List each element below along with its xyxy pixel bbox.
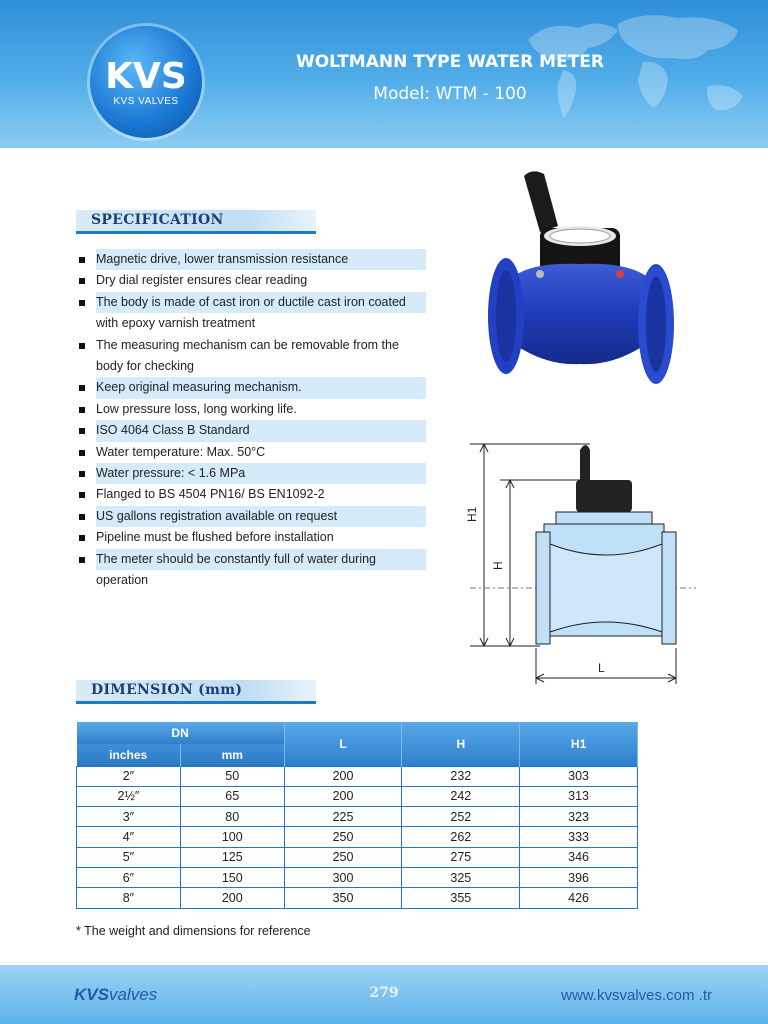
model-label: Model: WTM - 100 [373, 84, 527, 104]
spec-item-text: Flanged to BS 4504 PN16/ BS EN1092-2 [96, 487, 325, 502]
header-l: L [284, 722, 402, 766]
spec-item-text: body for checking [96, 359, 194, 374]
table-row [77, 888, 638, 908]
spec-item-text: The measuring mechanism can be removable from the [96, 337, 399, 352]
cell-l: 200 [284, 786, 402, 806]
bullet-icon [79, 385, 85, 391]
dimension-heading [76, 680, 316, 704]
cell-h: 252 [402, 807, 520, 827]
label-l: L [598, 661, 605, 675]
bullet-icon [79, 428, 85, 434]
spec-item [76, 420, 426, 441]
world-map-graphic [468, 0, 768, 148]
cell-l: 350 [284, 888, 402, 908]
cell-l: 200 [284, 766, 402, 786]
cell-h: 325 [402, 867, 520, 887]
spec-item [76, 399, 426, 420]
cell-h1: 396 [520, 867, 638, 887]
specification-list [76, 249, 426, 592]
spec-item-text: Dry dial register ensures clear reading [96, 273, 308, 288]
header-dn: DN [77, 722, 285, 744]
page-header [0, 0, 768, 148]
cell-h: 275 [402, 847, 520, 867]
cell-h: 242 [402, 786, 520, 806]
header-mm: mm [180, 744, 284, 766]
cell-mm: 50 [180, 766, 284, 786]
cell-mm: 200 [180, 888, 284, 908]
dimension-diagram [440, 436, 700, 688]
bullet-icon [79, 492, 85, 498]
bullet-icon [79, 535, 85, 541]
website-link[interactable]: www.kvsvalves.com .tr [561, 987, 712, 1004]
cell-inches: 3″ [77, 807, 181, 827]
cell-mm: 125 [180, 847, 284, 867]
cell-h1: 346 [520, 847, 638, 867]
bullet-icon [79, 514, 85, 520]
footer-logo [74, 985, 157, 1005]
cell-inches: 6″ [77, 867, 181, 887]
table-row [77, 807, 638, 827]
spec-item [76, 335, 426, 378]
bullet-icon [79, 450, 85, 456]
header-inches: inches [77, 744, 181, 766]
spec-item-text: Magnetic drive, lower transmission resistance [96, 249, 426, 270]
spec-item [76, 506, 426, 527]
page-title: WOLTMANN TYPE WATER METER [295, 52, 605, 72]
cell-mm: 100 [180, 827, 284, 847]
spec-item-text: US gallons registration available on request [96, 506, 426, 527]
spec-item [76, 249, 426, 270]
spec-item [76, 463, 426, 484]
label-h1: H1 [465, 506, 479, 522]
spec-item-text: ISO 4064 Class B Standard [96, 420, 426, 441]
specification-heading [76, 210, 316, 234]
cell-mm: 65 [180, 786, 284, 806]
spec-item [76, 549, 426, 592]
cell-h: 355 [402, 888, 520, 908]
cell-h1: 323 [520, 807, 638, 827]
bullet-icon [79, 300, 85, 306]
spec-item [76, 377, 426, 398]
dimension-table-body [77, 766, 638, 908]
bullet-icon [79, 278, 85, 284]
spec-item [76, 442, 426, 463]
header-h: H [402, 722, 520, 766]
footer-logo-thin: valves [108, 985, 158, 1004]
cell-h1: 313 [520, 786, 638, 806]
table-row [77, 827, 638, 847]
cell-inches: 2½″ [77, 786, 181, 806]
cell-inches: 5″ [77, 847, 181, 867]
logo-subtext: KVS VALVES [113, 96, 179, 107]
table-row [77, 786, 638, 806]
spec-item [76, 484, 426, 505]
logo-text: KVS [105, 56, 187, 97]
cell-l: 225 [284, 807, 402, 827]
spec-item-text: with epoxy varnish treatment [96, 316, 256, 331]
bullet-icon [79, 407, 85, 413]
cell-h1: 333 [520, 827, 638, 847]
spec-item-text: Keep original measuring mechanism. [96, 377, 426, 398]
dimension-table [76, 722, 638, 909]
water-meter-photo [484, 166, 676, 406]
table-row [77, 766, 638, 786]
cell-inches: 8″ [77, 888, 181, 908]
label-h: H [491, 561, 505, 570]
bullet-icon [79, 343, 85, 349]
cell-mm: 150 [180, 867, 284, 887]
cell-h: 232 [402, 766, 520, 786]
cell-l: 300 [284, 867, 402, 887]
cell-inches: 4″ [77, 827, 181, 847]
cell-inches: 2″ [77, 766, 181, 786]
bullet-icon [79, 471, 85, 477]
dimension-heading-text: DIMENSION (mm) [91, 682, 243, 698]
cell-h1: 426 [520, 888, 638, 908]
cell-mm: 80 [180, 807, 284, 827]
spec-item-text: The body is made of cast iron or ductile cast iron coated [96, 292, 426, 313]
spec-item-text: Water pressure: < 1.6 MPa [96, 463, 426, 484]
spec-item [76, 270, 426, 291]
spec-item-text: Pipeline must be flushed before installation [96, 530, 334, 545]
spec-item [76, 292, 426, 335]
header-h1: H1 [520, 722, 638, 766]
page-footer [0, 965, 768, 1024]
cell-l: 250 [284, 847, 402, 867]
cell-h: 262 [402, 827, 520, 847]
footer-logo-bold: KVS [74, 985, 109, 1004]
cell-h1: 303 [520, 766, 638, 786]
spec-item-text: The meter should be constantly full of water during [96, 549, 426, 570]
bullet-icon [79, 257, 85, 263]
specification-heading-text: SPECIFICATION [91, 212, 224, 228]
table-row [77, 847, 638, 867]
cell-l: 250 [284, 827, 402, 847]
spec-item-text: operation [96, 573, 149, 588]
company-logo [90, 26, 202, 138]
reference-note: * The weight and dimensions for reference [76, 924, 311, 938]
table-row [77, 867, 638, 887]
spec-item-text: Water temperature: Max. 50°C [96, 444, 266, 459]
page-number: 279 [369, 985, 399, 1001]
bullet-icon [79, 557, 85, 563]
spec-item-text: Low pressure loss, long working life. [96, 401, 297, 416]
spec-item [76, 527, 426, 548]
